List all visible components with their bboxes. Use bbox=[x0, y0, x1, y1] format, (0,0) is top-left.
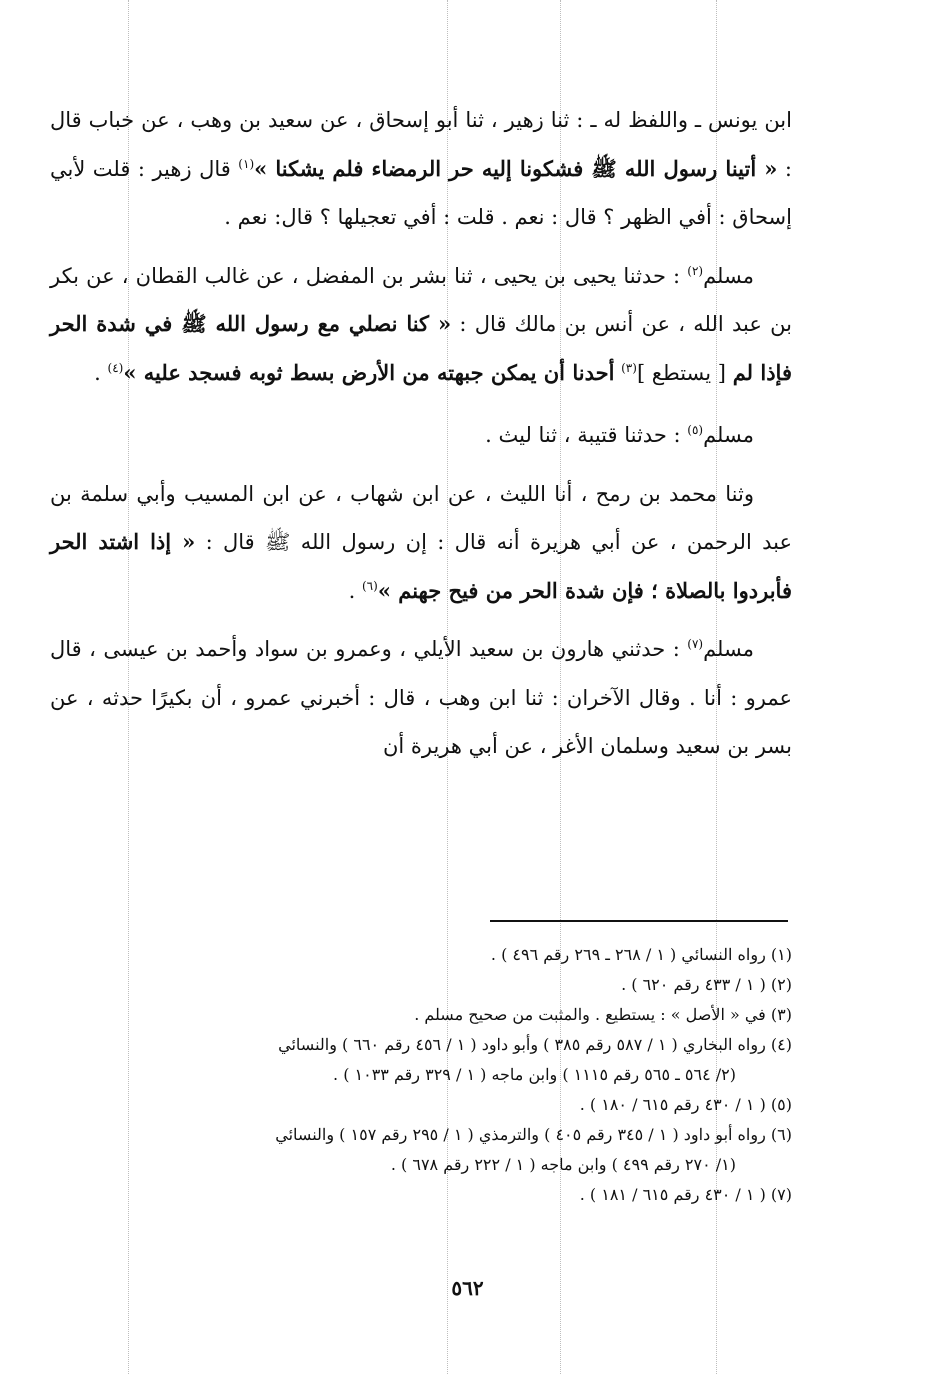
hadith-quote: « كنا نصلي مع رسول الله ﷺ في شدة الحر فإذا لم bbox=[50, 311, 792, 385]
text-line: قال زهير : قلت لأبي إسحاق : أفي الظهر ؟ قال : نعم . قلت : أفي تعجيلها ؟ قال: نعم . bbox=[50, 156, 792, 229]
punctuation: . bbox=[94, 360, 101, 385]
footnote: (٣) في « الأصل » : يستطيع . والمثبت من صحيح مسلم . bbox=[414, 1005, 792, 1024]
source-label: مسلم bbox=[703, 263, 754, 288]
isnad-text: : حدثنا قتيبة ، ثنا ليث . bbox=[485, 423, 681, 447]
paragraph-4 bbox=[50, 470, 792, 616]
page-number: ٥٦٢ bbox=[451, 1276, 484, 1300]
footnote-continuation: (١/ ٢٧٠ رقم ٤٩٩ ) وابن ماجه ( ١ / ٢٢٢ رقم ٦٧٨ ) . bbox=[390, 1155, 736, 1174]
footnote-ref: (٤) bbox=[107, 360, 124, 375]
footnote-ref: (٧) bbox=[687, 637, 704, 651]
footnote-separator bbox=[490, 920, 788, 922]
source-label: مسلم bbox=[703, 637, 754, 661]
footnote: (٧) ( ١ / ٤٣٠ رقم ٦١٥ / ١٨١ ) . bbox=[579, 1185, 792, 1204]
footnote-ref: (٦) bbox=[361, 578, 378, 593]
source-label: مسلم bbox=[703, 423, 754, 447]
paragraph-1 bbox=[50, 96, 792, 242]
footnote: (٤) رواه البخاري ( ١ / ٥٨٧ رقم ٣٨٥ ) وأبو داود ( ١ / ٤٥٦ رقم ٦٦٠ ) والنسائي bbox=[278, 1035, 792, 1054]
hadith-quote: « إذا اشتد الحر فأبردوا بالصلاة ؛ فإن شدة الحر من فيح جهنم » bbox=[50, 529, 792, 603]
footnote-continuation: (٢/ ٥٦٤ ـ ٥٦٥ رقم ١١١٥ ) وابن ماجه ( ١ / ٣٢٩ رقم ١٠٣٣ ) . bbox=[333, 1065, 736, 1084]
footnote: (٦) رواه أبو داود ( ١ / ٣٤٥ رقم ٤٠٥ ) والترمذي ( ١ / ٢٩٥ رقم ١٥٧ ) والنسائي bbox=[275, 1125, 792, 1144]
text-line: خباب قال : bbox=[50, 108, 792, 181]
text-line: ابن يونس ـ واللفظ له ـ : ثنا زهير ، ثنا أبو إسحاق ، عن سعيد بن وهب ، عن bbox=[141, 108, 792, 132]
footnote-ref: (٣) bbox=[621, 360, 637, 375]
isnad-text: وثنا محمد بن رمح ، أنا الليث ، عن ابن شهاب ، عن ابن المسيب وأبي سلمة بن عبد الرحمن ، عن أبي هريرة أنه قال : إن رسول الله ﷺ قال : bbox=[50, 481, 792, 554]
footnote-ref: (٢) bbox=[687, 263, 704, 278]
paragraph-3 bbox=[50, 411, 792, 460]
main-text bbox=[50, 96, 792, 781]
isnad-text: : حدثني هارون بن سعيد الأيلي ، وعمرو بن سواد وأحمد بن عيسى ، قال عمرو : أنا . وقال الآخران : ثنا ابن وهب ، قال : أخبرني عمرو ، أن بكيرًا حدثه ، عن بسر بن سعيد وسلمان الأغر ، عن أبي هريرة أن bbox=[50, 637, 792, 758]
isnad-text: : حدثنا يحيى بن يحيى ، ثنا بشر بن المفضل ، عن غالب القطان ، عن بكر بن عبد الله ، عن أنس بن مالك قال : bbox=[50, 263, 792, 336]
hadith-quote: « أتينا رسول الله ﷺ فشكونا إليه حر الرمضاء فلم يشكنا » bbox=[254, 155, 778, 181]
footnote-ref: (٥) bbox=[687, 423, 704, 437]
footnote: (٢) ( ١ / ٤٣٣ رقم ٦٢٠ ) . bbox=[621, 975, 792, 994]
footnotes bbox=[50, 940, 792, 1210]
punctuation: . bbox=[348, 578, 356, 603]
footnote: (١) رواه النسائي ( ١ / ٢٦٨ ـ ٢٦٩ رقم ٤٩٦ ) . bbox=[490, 945, 792, 964]
footnote: (٥) ( ١ / ٤٣٠ رقم ٦١٥ / ١٨٠ ) . bbox=[579, 1095, 792, 1114]
bracketed-correction: [ يستطع ] bbox=[636, 360, 726, 385]
paragraph-2 bbox=[50, 252, 792, 398]
footnote-ref: (١) bbox=[238, 156, 255, 171]
paragraph-5 bbox=[50, 625, 792, 771]
hadith-quote: أحدنا أن يمكن جبهته من الأرض بسط ثوبه فسجد عليه » bbox=[123, 359, 615, 385]
